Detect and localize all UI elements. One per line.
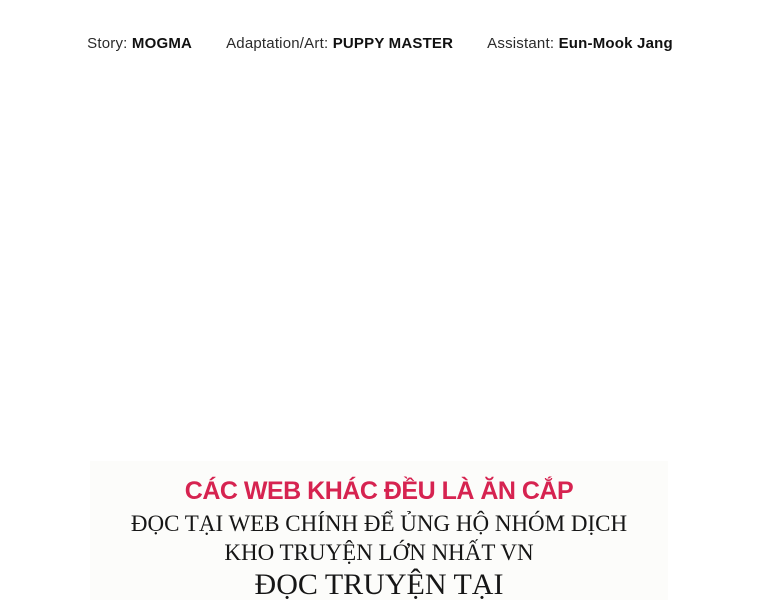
notice-read-at-line: ĐỌC TRUYỆN TẠI bbox=[254, 568, 504, 601]
credit-story-value: MOGMA bbox=[131, 35, 193, 52]
credit-assistant-label: Assistant: bbox=[487, 35, 555, 52]
credit-art-value: PUPPY MASTER bbox=[332, 35, 454, 52]
notice-support-line: ĐỌC TẠI WEB CHÍNH ĐỂ ỦNG HỘ NHÓM DỊCH bbox=[130, 511, 628, 536]
credit-story bbox=[87, 34, 192, 53]
notice-headline: CÁC WEB KHÁC ĐỀU LÀ ĂN CẮP bbox=[184, 477, 574, 505]
credit-assistant bbox=[487, 34, 673, 53]
notice-repo-line: KHO TRUYỆN LỚN NHẤT VN bbox=[224, 540, 534, 565]
credit-art-label: Adaptation/Art: bbox=[226, 35, 329, 52]
credit-story-label: Story: bbox=[87, 35, 128, 52]
piracy-notice-panel bbox=[90, 461, 668, 600]
credit-assistant-value: Eun-Mook Jang bbox=[558, 35, 673, 52]
credit-art bbox=[226, 34, 453, 53]
credits-row bbox=[0, 34, 760, 53]
